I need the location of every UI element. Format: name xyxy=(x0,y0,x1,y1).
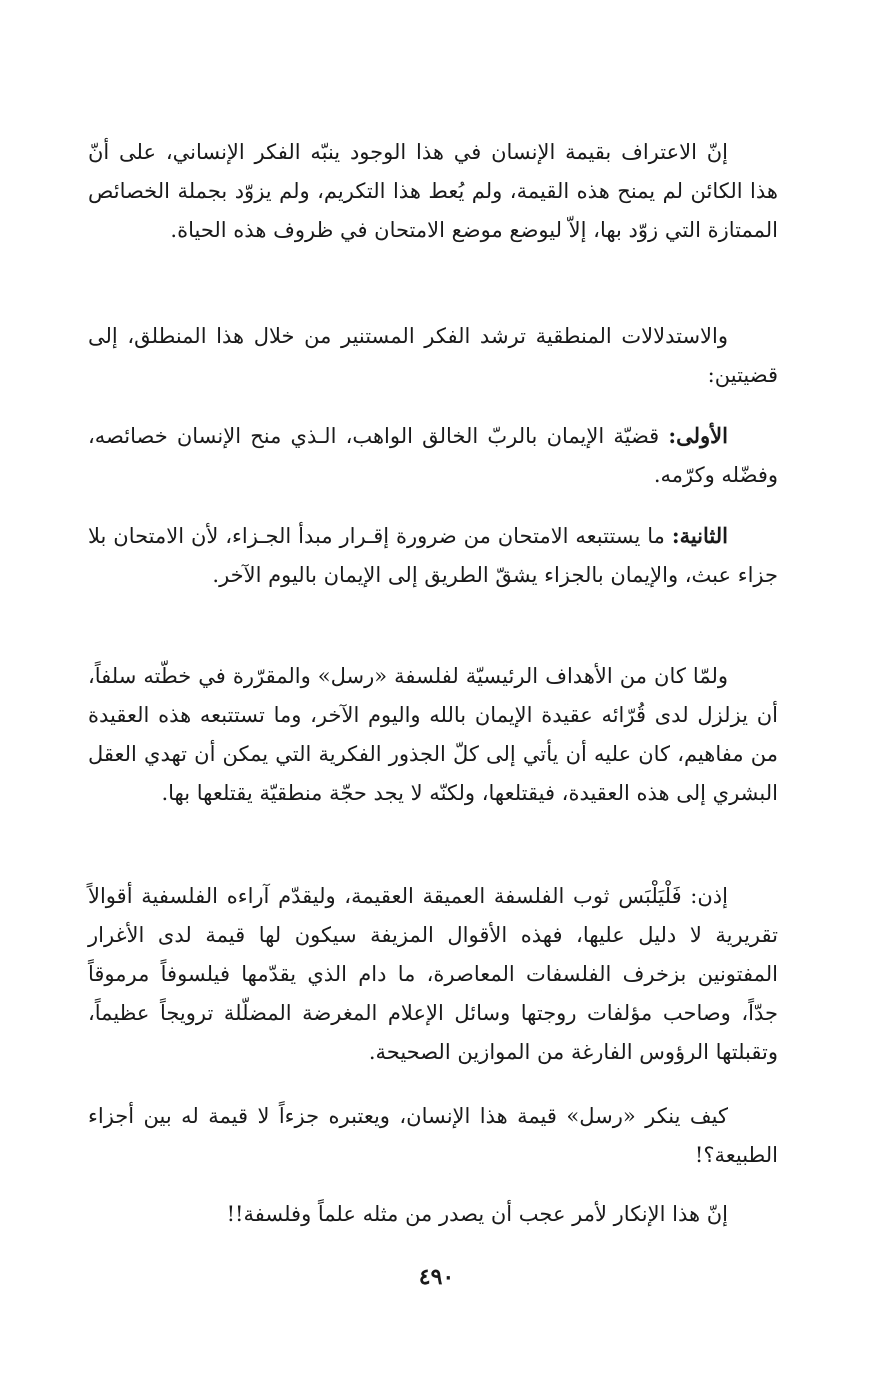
paragraph-2 xyxy=(88,316,778,395)
paragraph-8-text: إنّ هذا الإنكار لأمر عجب أن يصدر من مثله علماً وفلسفة!! xyxy=(226,1202,728,1226)
paragraph-second-issue-text: ما يستتبعه الامتحان من ضرورة إقـرار مبدأ الجـزاء، لأن الامتحان بلا جزاء عبث، والإيمان بالجزاء يشقّ الطريق إلى الإيمان باليوم الآخر. xyxy=(88,524,778,587)
paragraph-5-text: ولمّا كان من الأهداف الرئيسيّة لفلسفة «رسل» والمقرّرة في خطّته سلفاً، أن يزلزل لدى قُرّائه عقيدة الإيمان بالله واليوم الآخر، وما تستتبعه هذه العقيدة من مفاهيم، كان عليه أن يأتي إلى كلّ الجذور الفكرية التي يمكن أن تهدي العقل البشري إلى هذه العقيدة، فيقتلعها، ولكنّه لا يجد حجّة منطقيّة يقتلعها بها. xyxy=(88,664,778,805)
paragraph-second-issue xyxy=(88,516,778,595)
paragraph-second-issue-lead: الثانية: xyxy=(671,523,728,548)
paragraph-first-issue xyxy=(88,416,778,495)
paragraph-8 xyxy=(88,1194,778,1234)
paragraph-6-text: إذن: فَلْيَلْبَس ثوب الفلسفة العميقة العقيمة، وليقدّم آراءه الفلسفية أقوالاً تقريرية لا دليل عليها، فهذه الأقوال المزيفة سيكون لها قيمة لدى الأغرار المفتونين بزخرف الفلسفات المعاصرة، ما دام الذي يقدّمها فيلسوفاً مرموقاً جدّاً، وصاحب مؤلفات روجتها وسائل الإعلام المغرضة المضلّلة ترويجاً عظيماً، وتقبلتها الرؤوس الفارغة من الموازين الصحيحة. xyxy=(88,884,778,1064)
paragraph-7-text: كيف ينكر «رسل» قيمة هذا الإنسان، ويعتبره جزءاً لا قيمة له بين أجزاء الطبيعة؟! xyxy=(88,1104,778,1167)
paragraph-7 xyxy=(88,1096,778,1175)
paragraph-first-issue-lead: الأولى: xyxy=(668,423,728,448)
paragraph-first-issue-text: قضيّة الإيمان بالربّ الخالق الواهب، الـذي منح الإنسان خصائصه، وفضّله وكرّمه. xyxy=(88,424,778,487)
paragraph-1-text: إنّ الاعتراف بقيمة الإنسان في هذا الوجود ينبّه الفكر الإنساني، على أنّ هذا الكائن لم يمنح هذه القيمة، ولم يُعط هذا التكريم، ولم يزوّد بجملة الخصائص الممتازة التي زوّد بها، إلاّ ليوضع موضع الامتحان في ظروف هذه الحياة. xyxy=(88,140,778,242)
paragraph-2-text: والاستدلالات المنطقية ترشد الفكر المستنير من خلال هذا المنطلق، إلى قضيتين: xyxy=(88,324,778,387)
paragraph-5 xyxy=(88,656,778,813)
page-number: ٤٩٠ xyxy=(418,1264,455,1290)
paragraph-6 xyxy=(88,876,778,1072)
paragraph-1 xyxy=(88,132,778,250)
